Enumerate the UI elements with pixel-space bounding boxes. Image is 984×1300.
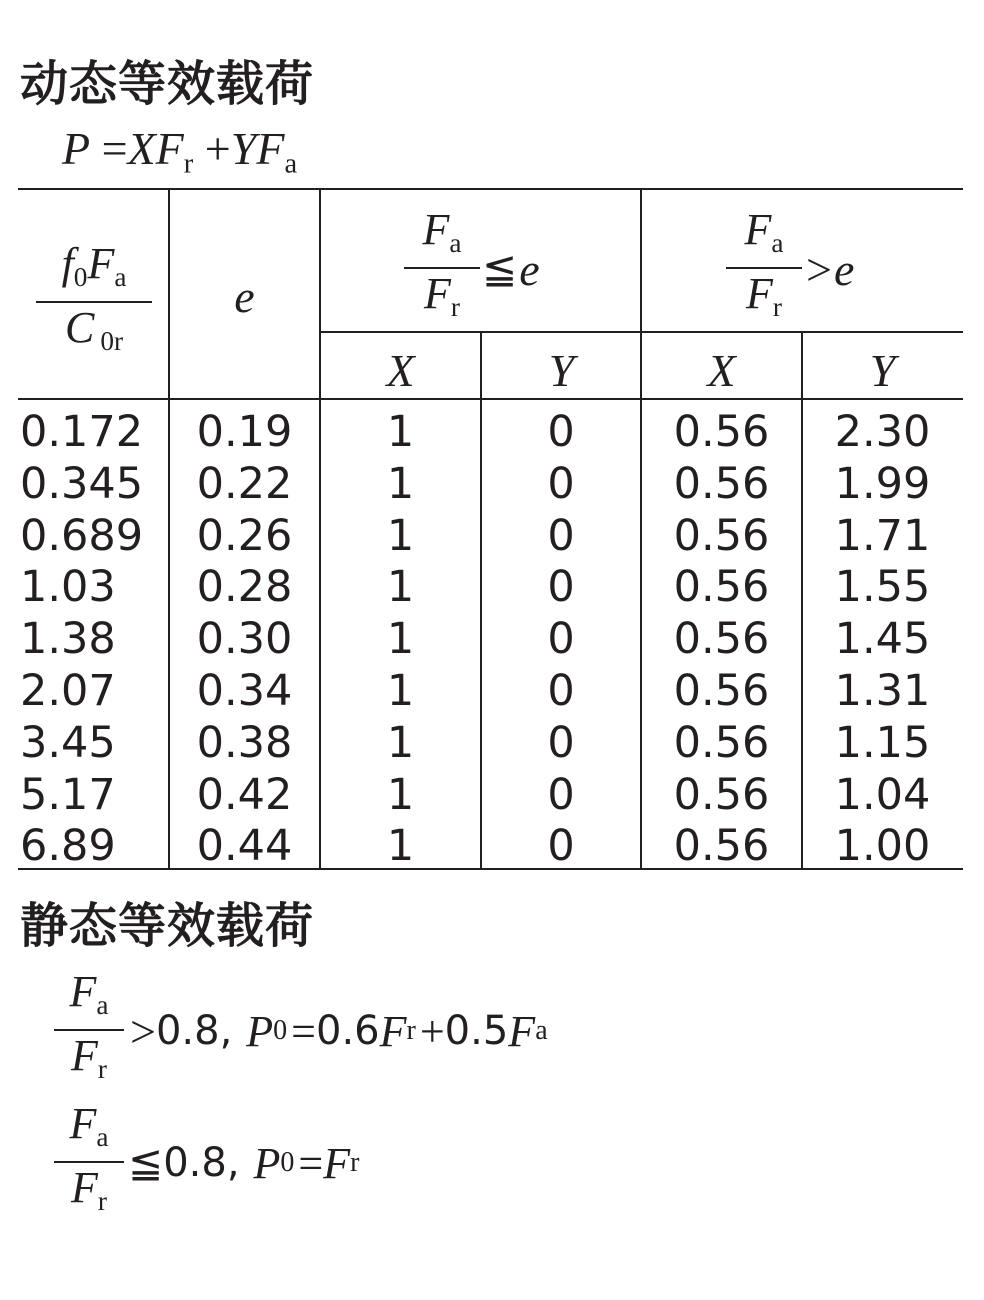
table-cell: 0.172: [20, 407, 144, 457]
table-cell: 0.56: [673, 666, 770, 716]
equation-subscript: r: [97, 1054, 107, 1085]
table-cell: 1: [386, 821, 415, 872]
table-cell: 1: [386, 562, 415, 613]
static-load-equation-1: [54, 968, 548, 1094]
header-subscript: a: [449, 228, 462, 259]
table-cell: 1.55: [834, 562, 931, 613]
equation-coefficient: 0.5: [444, 1008, 509, 1055]
subheader-y: Y: [548, 345, 575, 396]
header-relation: ≦: [482, 247, 518, 294]
table-cell: 0.42: [196, 769, 293, 820]
table-cell: 1.31: [834, 666, 931, 716]
table-cell: 0.26: [196, 510, 293, 561]
formula-symbol: Y: [230, 123, 257, 174]
equation-operator: +: [419, 1006, 445, 1056]
equation-symbol: F: [69, 967, 97, 1016]
table-cell: 2.30: [834, 407, 931, 457]
header-subscript: 0: [73, 262, 88, 293]
table-cell: 0: [547, 769, 575, 820]
equation-symbol: F: [508, 1006, 536, 1056]
header-f0fa-over-c0r: [36, 240, 152, 366]
equation-subscript: a: [96, 990, 109, 1021]
table-cell: 2.07: [20, 666, 116, 716]
header-group-gt-e: [726, 206, 854, 332]
header-fa-over-fr: [726, 206, 802, 332]
table-cell: 1: [386, 666, 415, 716]
header-symbol: e: [519, 243, 540, 295]
equation-subscript: r: [350, 1147, 360, 1179]
table-top-rule: [18, 188, 963, 190]
table-cell: 0.34: [196, 666, 293, 716]
table-cell: 0.56: [673, 769, 770, 820]
table-cell: 0: [547, 407, 575, 457]
formula-subscript: r: [183, 148, 194, 180]
table-cell: 1.00: [834, 821, 931, 872]
header-symbol: F: [746, 269, 773, 319]
table-cell: 0: [547, 666, 575, 716]
table-cell: 1.99: [834, 458, 931, 509]
formula-symbol: F: [155, 123, 184, 174]
equation-symbol: F: [379, 1006, 407, 1056]
header-subscript: r: [772, 292, 782, 323]
table-cell: 1.71: [834, 510, 931, 561]
equation-subscript: 0: [280, 1147, 295, 1179]
equation-symbol: F: [323, 1138, 351, 1188]
ratio-fa-over-fr: [54, 1100, 124, 1226]
ratio-fa-over-fr: [54, 968, 124, 1094]
header-symbol: F: [87, 239, 115, 288]
table-cell: 1: [386, 769, 415, 820]
header-symbol: e: [833, 243, 855, 295]
header-relation: >: [806, 243, 832, 295]
header-subscript: 0r: [100, 326, 124, 357]
table-cell: 0.56: [673, 458, 770, 509]
table-cell: 0.56: [673, 510, 770, 561]
equation-operator: =: [298, 1138, 324, 1188]
table-cell: 1: [386, 510, 415, 561]
header-symbol: F: [424, 269, 451, 319]
table-cell: 0: [547, 614, 575, 665]
table-cell: 0.22: [196, 458, 293, 509]
formula-symbol: P: [62, 123, 91, 174]
header-symbol: C: [64, 303, 95, 353]
static-load-equation-2: [54, 1100, 359, 1226]
table-cell: 1: [386, 407, 415, 457]
table-cell: 0.345: [20, 458, 144, 509]
subheader-x: X: [707, 345, 736, 396]
equation-symbol: F: [71, 1031, 98, 1081]
table-cell: 0: [547, 510, 575, 561]
table-cell: 5.17: [20, 769, 116, 820]
equation-symbol: P: [246, 1006, 274, 1056]
equation-threshold: 0.8,: [163, 1140, 240, 1187]
equation-subscript: r: [406, 1015, 416, 1047]
equation-threshold: 0.8,: [155, 1008, 233, 1055]
table-cell: 1.15: [834, 717, 931, 768]
static-load-title: 静态等效载荷: [20, 898, 315, 954]
table-cell: 0.56: [673, 407, 770, 457]
equation-subscript: a: [535, 1015, 548, 1047]
dynamic-load-title: 动态等效载荷: [20, 56, 315, 112]
table-cell: 1: [386, 717, 415, 768]
equation-relation: ≦: [128, 1141, 164, 1188]
table-cell: 1.38: [20, 614, 116, 665]
equation-coefficient: 0.6: [316, 1008, 380, 1055]
table-cell: 3.45: [20, 717, 116, 768]
table-cell: 1.45: [834, 614, 931, 665]
table-cell: 0.689: [20, 510, 144, 561]
table-cell: 0: [547, 821, 575, 872]
table-cell: 1: [386, 458, 415, 509]
table-cell: 0.56: [673, 717, 770, 768]
header-e: e: [234, 271, 255, 322]
table-cell: 6.89: [20, 821, 116, 872]
table-cell: 0.19: [196, 407, 293, 457]
header-symbol: F: [422, 205, 450, 254]
equation-subscript: 0: [273, 1015, 288, 1047]
table-cell: 0: [547, 562, 575, 613]
table-header-rule: [18, 398, 963, 400]
header-symbol: F: [744, 205, 772, 254]
table-cell: 1.03: [20, 562, 116, 613]
header-fa-over-fr: [404, 206, 480, 332]
equation-symbol: F: [69, 1099, 97, 1148]
table-cell: 0.28: [196, 562, 293, 613]
subheader-y: Y: [869, 345, 896, 396]
equation-symbol: P: [253, 1138, 281, 1188]
equation-symbol: F: [71, 1163, 98, 1213]
table-cell: 1.04: [834, 769, 931, 820]
table-cell: 0.44: [196, 821, 293, 872]
table-cell: 0.56: [673, 614, 770, 665]
header-subscript: a: [114, 262, 127, 293]
table-cell: 0.30: [196, 614, 293, 665]
dynamic-load-formula: [62, 123, 298, 180]
table-cell: 0: [547, 717, 575, 768]
formula-subscript: a: [284, 148, 298, 180]
subheader-x: X: [386, 345, 415, 396]
formula-symbol: F: [256, 123, 285, 174]
equation-operator: =: [291, 1006, 316, 1056]
equation-subscript: a: [96, 1122, 109, 1153]
table-cell: 1: [386, 614, 415, 665]
table-cell: 0.56: [673, 821, 770, 872]
table-cell: 0.38: [196, 717, 293, 768]
header-subscript: a: [771, 228, 784, 259]
equation-relation: >: [130, 1005, 156, 1057]
table-cell: 0.56: [673, 562, 770, 613]
formula-operator: =: [101, 123, 128, 174]
formula-symbol: X: [127, 123, 156, 174]
equation-subscript: r: [97, 1186, 107, 1217]
formula-operator: +: [204, 123, 231, 174]
header-symbol: f: [61, 239, 74, 288]
table-cell: 0: [547, 458, 575, 509]
header-group-le-e: [404, 206, 540, 332]
header-subscript: r: [450, 292, 460, 323]
